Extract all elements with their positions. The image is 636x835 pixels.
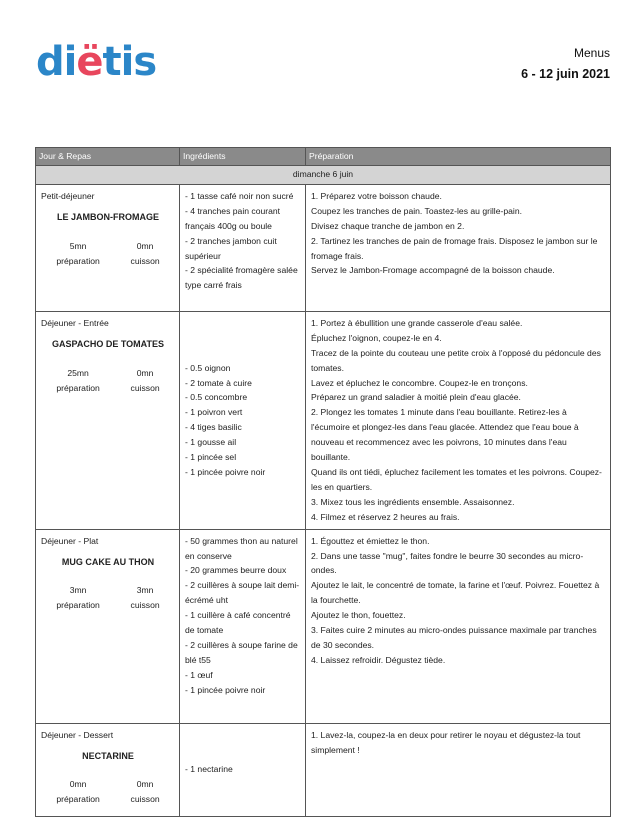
step: 1. Préparez votre boisson chaude. [311,190,442,201]
meal-cell [36,723,180,816]
logo-text-tis: tis [102,39,157,85]
ingredient: - 1 œuf [185,669,213,680]
cook-time: 0mn cuisson [130,240,160,266]
cook-time: 0mn cuisson [130,367,160,393]
dietis-logo [36,38,156,86]
step: Ajoutez le lait, le concentré de tomate, la farine et l'œuf. Poivrez. Fouettez à la fourchette. [311,580,600,606]
logo-text-e: ë [76,39,103,85]
ingredient: - 1 cuillère à café concentré de tomate [185,610,291,636]
ingredient: - 1 tasse café noir non sucré [185,190,294,201]
step: 2. Plongez les tomates 1 minute dans l'eau bouillante. Retirez-les à l'écumoire et plongez-les dans l'eau glacée. Attendez que l'eau boue à nouveau et recommencez avec les poivrons, 10 minutes dans l'eau bouillante. [311,407,579,463]
prep-time: 5mn préparation [56,240,100,266]
column-header-ingredients: Ingrédients [180,148,306,166]
ingredient: - 1 poivron vert [185,407,243,418]
step: Épluchez l'oignon, coupez-le en 4. [311,332,442,343]
ingredient: - 2 tomate à cuire [185,377,252,388]
ingredients-cell [180,723,306,816]
ingredient: - 1 gousse ail [185,437,237,448]
meal-times [41,366,175,396]
ingredient: - 0.5 oignon [185,362,231,373]
ingredient: - 2 tranches jambon cuit supérieur [185,235,277,261]
step: Coupez les tranches de pain. Toastez-les au grille-pain. [311,205,522,216]
prep-time: 3mn préparation [56,585,100,611]
step: Divisez chaque tranche de jambon en 2. [311,220,465,231]
step: Servez le Jambon-Fromage accompagné de la boisson chaude. [311,265,555,276]
step: 3. Faites cuire 2 minutes au micro-ondes puissance maximale par tranches de 30 secondes. [311,625,597,650]
day-row [36,165,611,184]
meal-row [36,723,611,816]
cook-time: 0mn cuisson [130,779,160,805]
step: Lavez et épluchez le concombre. Coupez-le en tronçons. [311,377,528,388]
meal-name: MUG CAKE AU THON [61,556,155,567]
prep-time: 0mn préparation [56,779,100,805]
step: 1. Lavez-la, coupez-la en deux pour retirer le noyau et dégustez-la tout simplement ! [311,729,581,755]
step: 4. Laissez refroidir. Dégustez tiède. [311,654,446,665]
step: 3. Mixez tous les ingrédients ensemble. Assaisonnez. [311,496,515,507]
step: 4. Filmez et réservez 2 heures au frais. [311,511,460,522]
meal-row [36,184,611,311]
ingredient: - 4 tiges basilic [185,422,242,433]
meal-name: LE JAMBON-FROMAGE [57,211,159,222]
meal-times [41,583,175,613]
preparation-cell [306,529,611,723]
ingredients-cell [180,311,306,529]
meal-row [36,529,611,723]
step: 1. Portez à ébullition une grande casserole d'eau salée. [311,317,523,328]
ingredient: - 1 pincée sel [185,452,237,463]
preparation-cell [306,311,611,529]
ingredient: - 20 grammes beurre doux [185,565,287,576]
meal-times [41,239,175,269]
prep-time: 25mn préparation [56,367,100,393]
step: Préparez un grand saladier à moitié plein d'eau glacée. [311,392,521,403]
ingredients-cell [180,184,306,311]
ingredient: - 1 pincée poivre noir [185,684,266,695]
preparation-cell [306,723,611,816]
ingredient: - 2 cuillères à soupe farine de blé t55 [185,639,298,665]
cook-time: 3mn cuisson [130,585,160,611]
meal-cell [36,311,180,529]
step: 1. Égouttez et émiettez le thon. [311,535,430,546]
meal-cell [36,529,180,723]
ingredient: - 2 spécialité fromagère salée type carré frais [185,265,298,291]
ingredient: - 4 tranches pain courant français 400g ou boule [185,205,281,231]
meal-times [41,777,175,807]
ingredient: - 50 grammes thon au naturel en conserve [185,535,298,561]
ingredient: - 0.5 concombre [185,392,248,403]
meal-name: NECTARINE [82,750,134,761]
column-header-preparation: Préparation [306,148,611,166]
meal-type: Déjeuner - Entrée [41,317,109,328]
meal-type: Déjeuner - Dessert [41,729,114,740]
step: Ajoutez le thon, fouettez. [311,610,406,621]
meal-type: Déjeuner - Plat [41,535,99,546]
meal-cell [36,184,180,311]
ingredient: - 1 nectarine [185,764,233,775]
ingredient: - 1 pincée poivre noir [185,466,266,477]
meal-name: GASPACHO DE TOMATES [51,338,164,349]
step: 2. Tartinez les tranches de pain de fromage frais. Disposez le jambon sur le fromage frais. [311,235,598,261]
table-header-row [36,148,611,166]
preparation-cell [306,184,611,311]
step: Quand ils ont tiédi, épluchez facilement les tomates et les poivrons. Coupez-les en quartiers. [311,466,602,492]
page-header [521,43,610,85]
day-label: dimanche 6 juin [36,165,611,184]
menu-table [35,147,611,817]
step: Tracez de la pointe du couteau une petite croix à l'opposé du pédoncule des tomates. [311,347,601,373]
meal-row [36,311,611,529]
step: 2. Dans une tasse "mug", faites fondre le beurre 30 secondes au micro-ondes. [311,550,584,576]
week-dates: 6 - 12 juin 2021 [521,67,610,81]
logo-text-di: di [36,39,77,85]
meal-type: Petit-déjeuner [41,190,95,201]
page-title: Menus [573,46,610,60]
ingredients-cell [180,529,306,723]
column-header-meal: Jour & Repas [36,148,180,166]
ingredient: - 2 cuillères à soupe lait demi-écrémé uht [185,580,300,606]
